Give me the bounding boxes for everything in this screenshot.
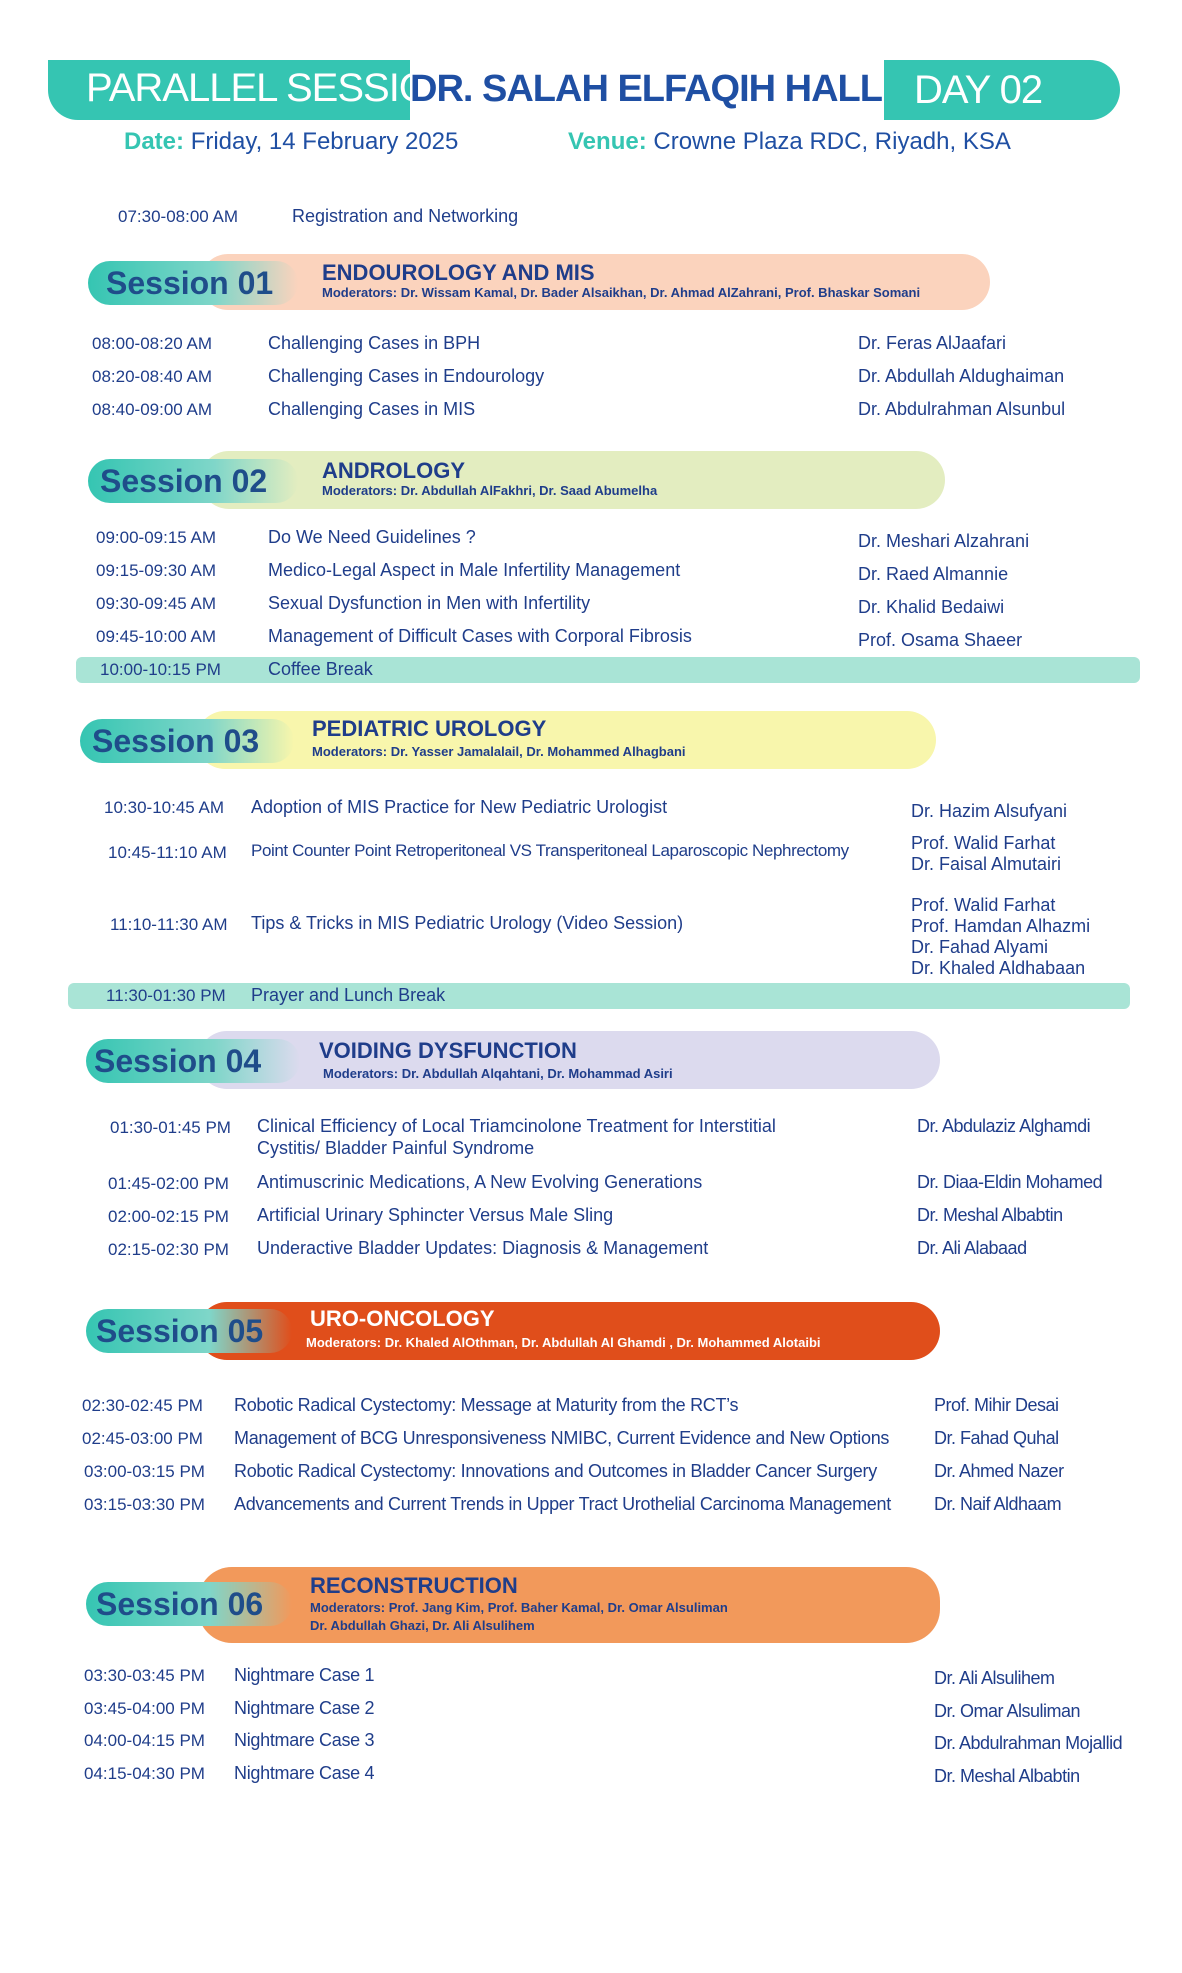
break-label: Coffee Break: [268, 659, 373, 679]
talk-time: 03:15-03:30 PM: [84, 1495, 205, 1514]
lunch-break: [68, 983, 1130, 1009]
talk-speaker: Prof. Osama Shaeer: [858, 630, 1023, 650]
talk-title: Nightmare Case 1: [234, 1665, 375, 1685]
header-day: [884, 60, 1120, 120]
session-moderators: Moderators: Dr. Yasser Jamalalail, Dr. Mohammed Alhagbani: [312, 744, 686, 759]
talk-speaker: Prof. Walid Farhat: [911, 895, 1056, 915]
talk-time: 10:45-11:10 AM: [108, 843, 227, 862]
talk-speaker: Dr. Abdullah Aldughaiman: [858, 366, 1065, 386]
talk-time: 02:15-02:30 PM: [108, 1240, 229, 1259]
talk-speaker: Dr. Fahad Quhal: [934, 1428, 1059, 1448]
talk-speaker: Dr. Ahmed Nazer: [934, 1461, 1064, 1481]
session-tag-label: Session 06: [96, 1586, 264, 1622]
session-moderators-line2: Dr. Abdullah Ghazi, Dr. Ali Alsulihem: [310, 1618, 535, 1633]
talk-title: Management of BCG Unresponsiveness NMIBC, Current Evidence and New Options: [234, 1428, 890, 1448]
session-tag-label: Session 03: [92, 723, 260, 759]
talk-title: Clinical Efficiency of Local Triamcinolone Treatment for Interstitial: [257, 1116, 776, 1136]
talk-speaker: Dr. Ali Alsulihem: [934, 1668, 1055, 1688]
talk-time: 08:20-08:40 AM: [92, 367, 213, 386]
talk-title: Medico-Legal Aspect in Male Infertility Management: [268, 560, 681, 580]
talk-title: Adoption of MIS Practice for New Pediatric Urologist: [251, 797, 668, 817]
talk-speaker: Dr. Khalid Bedaiwi: [858, 597, 1005, 617]
talk-speaker: Dr. Fahad Alyami: [911, 937, 1049, 957]
hall-title: DR. SALAH ELFAQIH HALL: [410, 68, 882, 110]
talk-time: 08:00-08:20 AM: [92, 334, 213, 353]
talk-time: 03:30-03:45 PM: [84, 1666, 205, 1685]
session-moderators: Moderators: Dr. Khaled AlOthman, Dr. Abdullah Al Ghamdi , Dr. Mohammed Alotaibi: [306, 1335, 821, 1350]
registration-time: 07:30-08:00 AM: [118, 207, 239, 226]
session-moderators: Moderators: Dr. Abdullah Alqahtani, Dr. Mohammad Asiri: [323, 1066, 673, 1081]
session-tag: [88, 261, 298, 305]
header-parallel-session: [48, 60, 457, 120]
talk-title: Management of Difficult Cases with Corporal Fibrosis: [268, 626, 692, 646]
talk-title: Nightmare Case 2: [234, 1698, 375, 1718]
coffee-break: [76, 657, 1140, 683]
talk-title: Challenging Cases in MIS: [268, 399, 476, 419]
venue-value: Crowne Plaza RDC, Riyadh, KSA: [653, 128, 1011, 155]
talk-speaker: Dr. Omar Alsuliman: [934, 1701, 1081, 1721]
talk-speaker: Dr. Feras AlJaafari: [858, 333, 1007, 353]
talk-speaker: Dr. Ali Alabaad: [917, 1238, 1027, 1258]
header-parallel-session-label: PARALLEL SESSION: [86, 66, 457, 110]
talk-time: 09:00-09:15 AM: [96, 528, 217, 547]
talk-time: 01:45-02:00 PM: [108, 1174, 229, 1193]
venue-line: [568, 128, 1011, 156]
talk-time: 09:15-09:30 AM: [96, 561, 217, 580]
date-line: [124, 128, 458, 156]
talk-title: Nightmare Case 3: [234, 1730, 375, 1750]
talk-title: Point Counter Point Retroperitoneal VS Transperitoneal Laparoscopic Nephrectomy: [251, 841, 849, 860]
break-label: Prayer and Lunch Break: [251, 985, 446, 1005]
date-label: Date:: [124, 128, 185, 155]
talk-speaker: Dr. Khaled Aldhabaan: [911, 958, 1086, 978]
talk-time: 09:45-10:00 AM: [96, 627, 217, 646]
talk-time: 02:45-03:00 PM: [82, 1429, 203, 1448]
session-title: RECONSTRUCTION: [310, 1573, 518, 1598]
break-time: 11:30-01:30 PM: [106, 986, 226, 1005]
talk-speaker: Dr. Meshal Albabtin: [917, 1205, 1063, 1225]
session-tag-label: Session 05: [96, 1313, 264, 1349]
break-time: 10:00-10:15 PM: [100, 660, 221, 679]
session-title: PEDIATRIC UROLOGY: [312, 716, 547, 741]
talk-title: Robotic Radical Cystectomy: Message at Maturity from the RCT’s: [234, 1395, 739, 1415]
session-tag-label: Session 04: [94, 1043, 262, 1079]
talk-speaker: Dr. Hazim Alsufyani: [911, 801, 1068, 821]
talk-speaker: Dr. Diaa-Eldin Mohamed: [917, 1172, 1103, 1192]
talk-title: Tips & Tricks in MIS Pediatric Urology (Video Session): [251, 913, 684, 933]
talk-speaker: Prof. Walid Farhat: [911, 833, 1056, 853]
talk-title: Antimuscrinic Medications, A New Evolving Generations: [257, 1172, 703, 1192]
talk-time: 02:30-02:45 PM: [82, 1396, 203, 1415]
venue-label: Venue:: [568, 128, 647, 155]
talk-title: Challenging Cases in BPH: [268, 333, 481, 353]
talk-title: Do We Need Guidelines ?: [268, 527, 476, 547]
talk-speaker: Dr. Abdulrahman Mojallid: [934, 1733, 1123, 1753]
talk-title: Robotic Radical Cystectomy: Innovations and Outcomes in Bladder Cancer Surgery: [234, 1461, 877, 1481]
session-tag: [88, 459, 298, 503]
talk-time: 02:00-02:15 PM: [108, 1207, 229, 1226]
session-tag: [86, 1039, 300, 1083]
talk-title-line2: Cystitis/ Bladder Painful Syndrome: [257, 1138, 535, 1158]
talk-speaker: Dr. Naif Aldhaam: [934, 1494, 1062, 1514]
talk-speaker: Dr. Abdulrahman Alsunbul: [858, 399, 1066, 419]
talk-speaker: Dr. Meshari Alzahrani: [858, 531, 1030, 551]
talk-title: Advancements and Current Trends in Upper Tract Urothelial Carcinoma Management: [234, 1494, 891, 1514]
session-banner: [200, 254, 990, 310]
talk-title: Sexual Dysfunction in Men with Infertility: [268, 593, 591, 613]
header-day-label: DAY 02: [914, 68, 1043, 112]
talk-speaker: Dr. Meshal Albabtin: [934, 1766, 1080, 1786]
session-title: URO-ONCOLOGY: [310, 1306, 495, 1331]
session-title: ANDROLOGY: [322, 458, 465, 483]
talk-time: 09:30-09:45 AM: [96, 594, 217, 613]
session-moderators: Moderators: Dr. Wissam Kamal, Dr. Bader Alsaikhan, Dr. Ahmad AlZahrani, Prof. Bhaskar Somani: [322, 285, 921, 300]
session-tag: [86, 1582, 292, 1626]
talk-speaker: Prof. Mihir Desai: [934, 1395, 1059, 1415]
talk-time: 10:30-10:45 AM: [104, 798, 225, 817]
session-tag-label: Session 01: [106, 265, 274, 301]
talk-title: Underactive Bladder Updates: Diagnosis & Management: [257, 1238, 709, 1258]
session-tag: [86, 1309, 292, 1353]
session-tag-label: Session 02: [100, 463, 268, 499]
talk-speaker: Prof. Hamdan Alhazmi: [911, 916, 1091, 936]
talk-time: 08:40-09:00 AM: [92, 400, 213, 419]
talk-speaker: Dr. Abdulaziz Alghamdi: [917, 1116, 1091, 1136]
date-value: Friday, 14 February 2025: [190, 128, 459, 155]
session-title: ENDOUROLOGY AND MIS: [322, 260, 595, 285]
talk-time: 01:30-01:45 PM: [110, 1118, 231, 1137]
talk-title: Challenging Cases in Endourology: [268, 366, 545, 386]
talk-time: 04:00-04:15 PM: [84, 1731, 205, 1750]
session-banner: [200, 451, 945, 509]
registration-title: Registration and Networking: [292, 206, 519, 226]
talk-time: 04:15-04:30 PM: [84, 1764, 205, 1783]
talk-title: Nightmare Case 4: [234, 1763, 375, 1783]
talk-time: 03:00-03:15 PM: [84, 1462, 205, 1481]
talk-time: 11:10-11:30 AM: [110, 915, 228, 934]
session-banner: [196, 711, 936, 769]
talk-speaker: Dr. Faisal Almutairi: [911, 854, 1062, 874]
talk-title: Artificial Urinary Sphincter Versus Male Sling: [257, 1205, 614, 1225]
talk-speaker: Dr. Raed Almannie: [858, 564, 1009, 584]
talk-time: 03:45-04:00 PM: [84, 1699, 205, 1718]
session-title: VOIDING DYSFUNCTION: [319, 1038, 577, 1063]
session-tag: [80, 719, 294, 763]
session-moderators: Moderators: Dr. Abdullah AlFakhri, Dr. Saad Abumelha: [322, 483, 658, 498]
session-moderators: Moderators: Prof. Jang Kim, Prof. Baher Kamal, Dr. Omar Alsuliman: [310, 1600, 728, 1615]
